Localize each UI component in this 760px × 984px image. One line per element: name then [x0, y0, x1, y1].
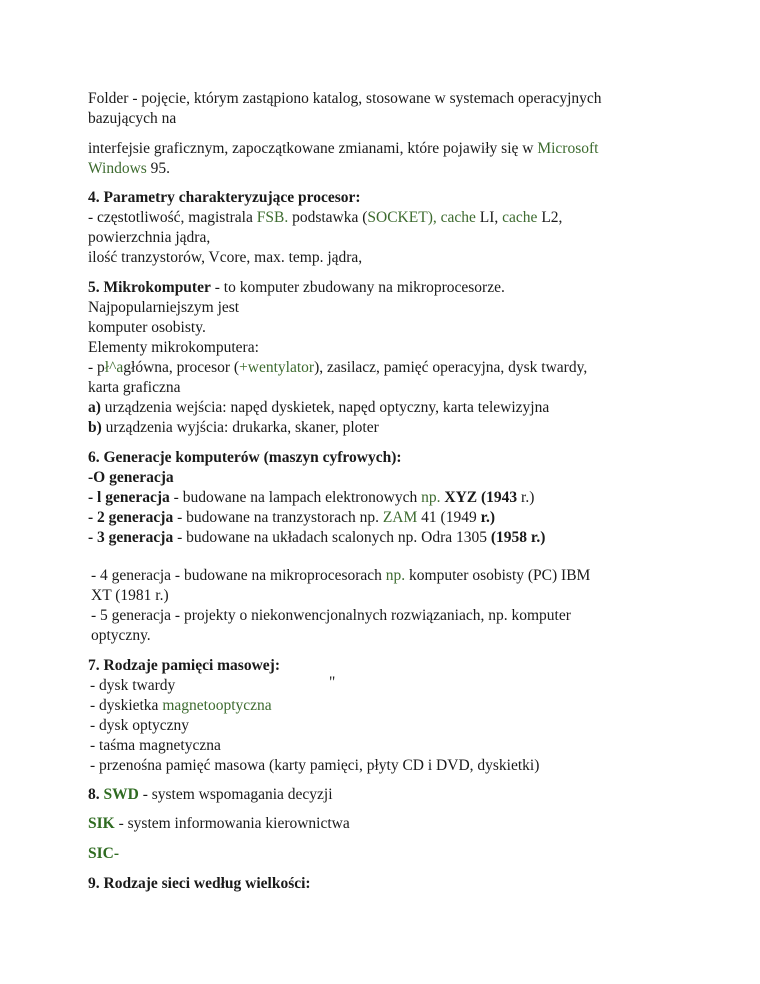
section-5-line-5: - pł^agłówna, procesor (+wentylator), zasilacz, pamięć operacyjna, dysk twardy,	[88, 359, 588, 376]
section-5-output-devices: b) urządzenia wyjścia: drukarka, skaner, ploter	[88, 419, 379, 436]
section-5-heading: 5. Mikrokomputer - to komputer zbudowany na mikroprocesorze.	[88, 279, 505, 296]
generation-5-line-1: - 5 generacja - projekty o niekonwencjonalnych rozwiązaniach, np. komputer	[91, 607, 571, 624]
section-8-sic: SIC-	[88, 845, 120, 862]
section-9-heading: 9. Rodzaje sieci według wielkości:	[88, 875, 311, 892]
folder-line-3: interfejsie graficznym, zapoczątkowane zmianami, które pojawiły się w Microsoft	[88, 140, 599, 157]
storage-item-2: - dyskietka magnetooptyczna	[90, 697, 272, 714]
section-5-line-6: karta graficzna	[88, 379, 181, 396]
section-4-heading: 4. Parametry charakteryzujące procesor:	[88, 189, 361, 206]
section-5-line-3: komputer osobisty.	[88, 319, 206, 336]
windows-term: Windows	[88, 160, 147, 177]
section-5-input-devices: a) urządzenia wejścia: napęd dyskietek, napęd optyczny, karta telewizyjna	[88, 399, 550, 416]
section-4-line-2: powierzchnia jądra,	[88, 229, 211, 246]
folder-line-1: Folder - pojęcie, którym zastąpiono katalog, stosowane w systemach operacyjnych	[88, 90, 602, 107]
section-5-line-4: Elementy mikrokomputera:	[88, 339, 259, 356]
section-5-line-2: Najpopularniejszym jest	[88, 299, 240, 316]
section-4-line-1: - częstotliwość, magistrala FSB. podstawka (SOCKET), cache LI, cache L2,	[88, 209, 563, 226]
folder-line-2: bazujących na	[88, 110, 177, 127]
stray-quote-mark: "	[329, 674, 336, 691]
folder-line-4: Windows 95.	[88, 160, 171, 177]
section-4-line-3: ilość tranzystorów, Vcore, max. temp. jądra,	[88, 249, 363, 266]
section-6-heading: 6. Generacje komputerów (maszyn cyfrowych):	[88, 449, 402, 466]
generation-0: -O generacja	[88, 469, 174, 486]
storage-item-1: - dysk twardy	[90, 677, 176, 694]
storage-item-3: - dysk optyczny	[90, 717, 190, 734]
storage-item-4: - taśma magnetyczna	[90, 737, 221, 754]
section-8-sik: SIK - system informowania kierownictwa	[88, 815, 350, 832]
generation-3: - 3 generacja - budowane na układach scalonych np. Odra 1305 (1958 r.)	[88, 529, 546, 546]
section-7-heading: 7. Rodzaje pamięci masowej:	[88, 657, 280, 674]
generation-2: - 2 generacja - budowane na tranzystorach np. ZAM 41 (1949 r.)	[88, 509, 496, 526]
generation-1: - l generacja - budowane na lampach elektronowych np. XYZ (1943 r.)	[88, 489, 535, 506]
microsoft-term: Microsoft	[537, 140, 599, 157]
generation-5-line-2: optyczny.	[91, 627, 151, 644]
generation-4-line-2: XT (1981 r.)	[91, 587, 169, 604]
generation-4-line-1: - 4 generacja - budowane na mikroprocesorach np. komputer osobisty (PC) IBM	[91, 567, 591, 584]
storage-item-5: - przenośna pamięć masowa (karty pamięci, płyty CD i DVD, dyskietki)	[90, 757, 540, 774]
section-8-swd: 8. SWD - system wspomagania decyzji	[88, 786, 333, 803]
